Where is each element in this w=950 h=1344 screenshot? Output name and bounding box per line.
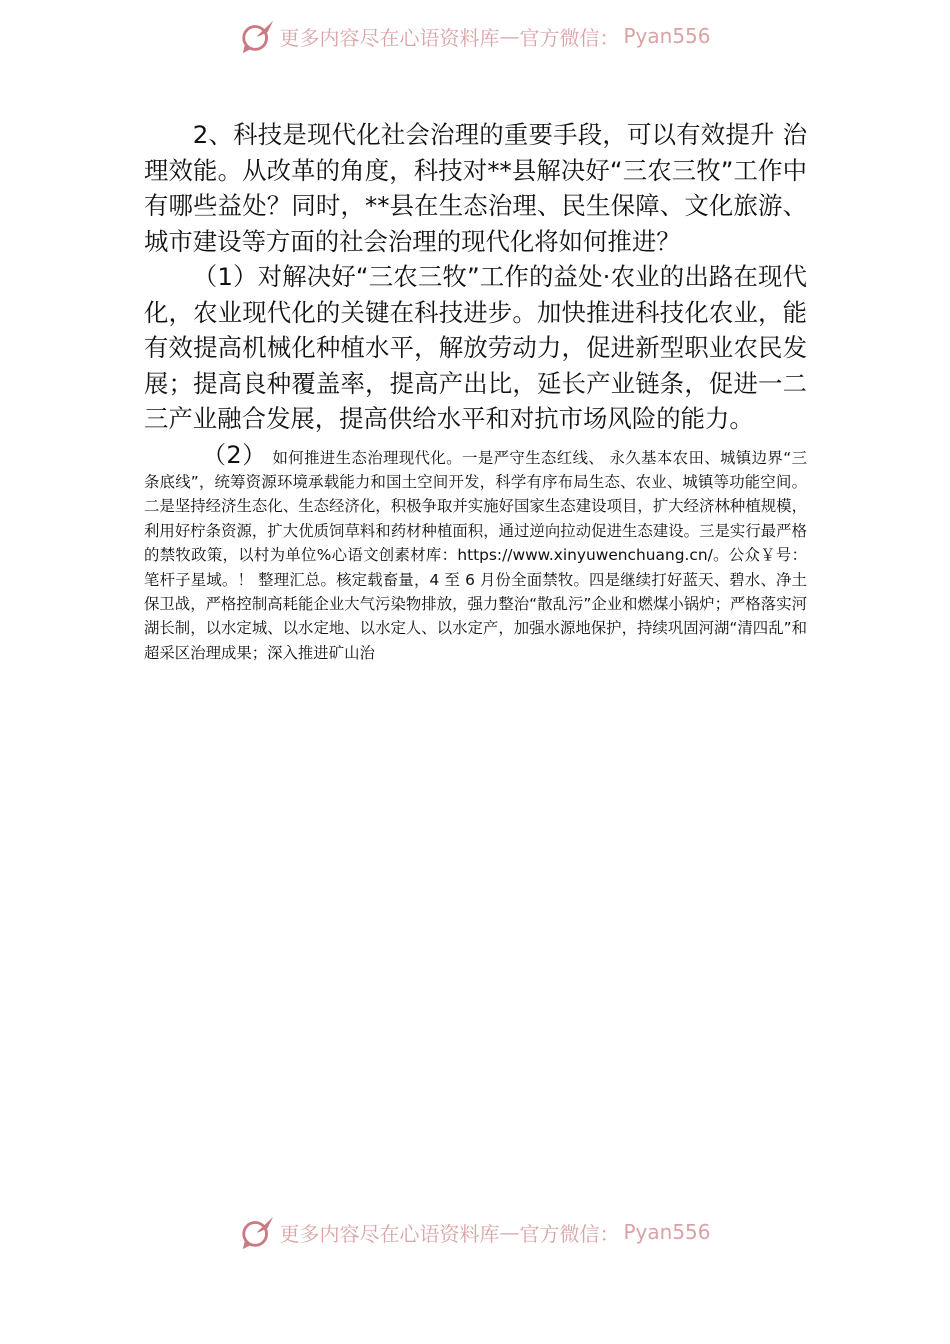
watermark-brand: 更多内容尽在心语资料库 xyxy=(279,25,500,50)
quill-pen-logo-icon xyxy=(239,1213,277,1251)
answer-2-paragraph xyxy=(144,440,807,666)
watermark-account: Pyan556 xyxy=(623,24,711,48)
watermark-separator: — xyxy=(499,24,520,48)
watermark-official: 官方微信： xyxy=(519,1221,620,1246)
document-body xyxy=(144,117,807,665)
watermark-official: 官方微信： xyxy=(519,25,620,50)
answer-1-paragraph: （1）对解决好“三农三牧”工作的益处·农业的出路在现代化，农业现代化的关键在科技进步。加快推进科技化农业，能有效提高机械化种植水平，解放劳动力，促进新型职业农民发展；提高良种覆盖率，提高产出比，延长产业链条，促进一二三产业融合发展，提高供给水平和对抗市场风险的能力。 xyxy=(144,262,807,433)
watermark-brand: 更多内容尽在心语资料库 xyxy=(279,1221,500,1246)
watermark-account: Pyan556 xyxy=(623,1220,711,1244)
question-paragraph: 2、科技是现代化社会治理的重要手段，可以有效提升 治理效能。从改革的角度，科技对**县解决好“三农三牧”工作中有哪些益处？同时，**县在生态治理、民生保障、文化旅游、城市建设等方面的社会治理的现代化将如何推进？ xyxy=(144,120,807,256)
header-watermark xyxy=(0,14,950,58)
answer-2-text: 如何推进生态治理现代化。一是严守生态红线、 永久基本农田、城镇边界“三条底线”，统筹资源环境承载能力和国土空间开发，科学有序布局生态、农业、城镇等功能空间。二是坚持经济生态化、生态经济化，积极争取并实施好国家生态建设项目，扩大经济林种植规模，利用好柠条资源，扩大优质饲草料和药材种植面积，通过逆向拉动促进生态建设。三是实行最严格的禁牧政策，以村为单位%心语文创素材库：https://www.xinyuwenchuang.cn/。公众￥号：笔杆子星域。！ 整理汇总。核定载畜量，4 至 6 月份全面禁牧。四是继续打好蓝天、碧水、净土保卫战，严格控制高耗能企业大气污染物排放，强力整治“散乱污”企业和燃煤小锅炉；严格落实河湖长制，以水定城、以水定地、以水定人、以水定产，加强水源地保护，持续巩固河湖“清四乱”和超采区治理成果；深入推进矿山治 xyxy=(144,448,807,662)
quill-pen-logo-icon xyxy=(239,17,277,55)
footer-watermark xyxy=(0,1210,950,1254)
answer-2-number: （2） xyxy=(202,440,267,469)
watermark-separator: — xyxy=(499,1220,520,1244)
